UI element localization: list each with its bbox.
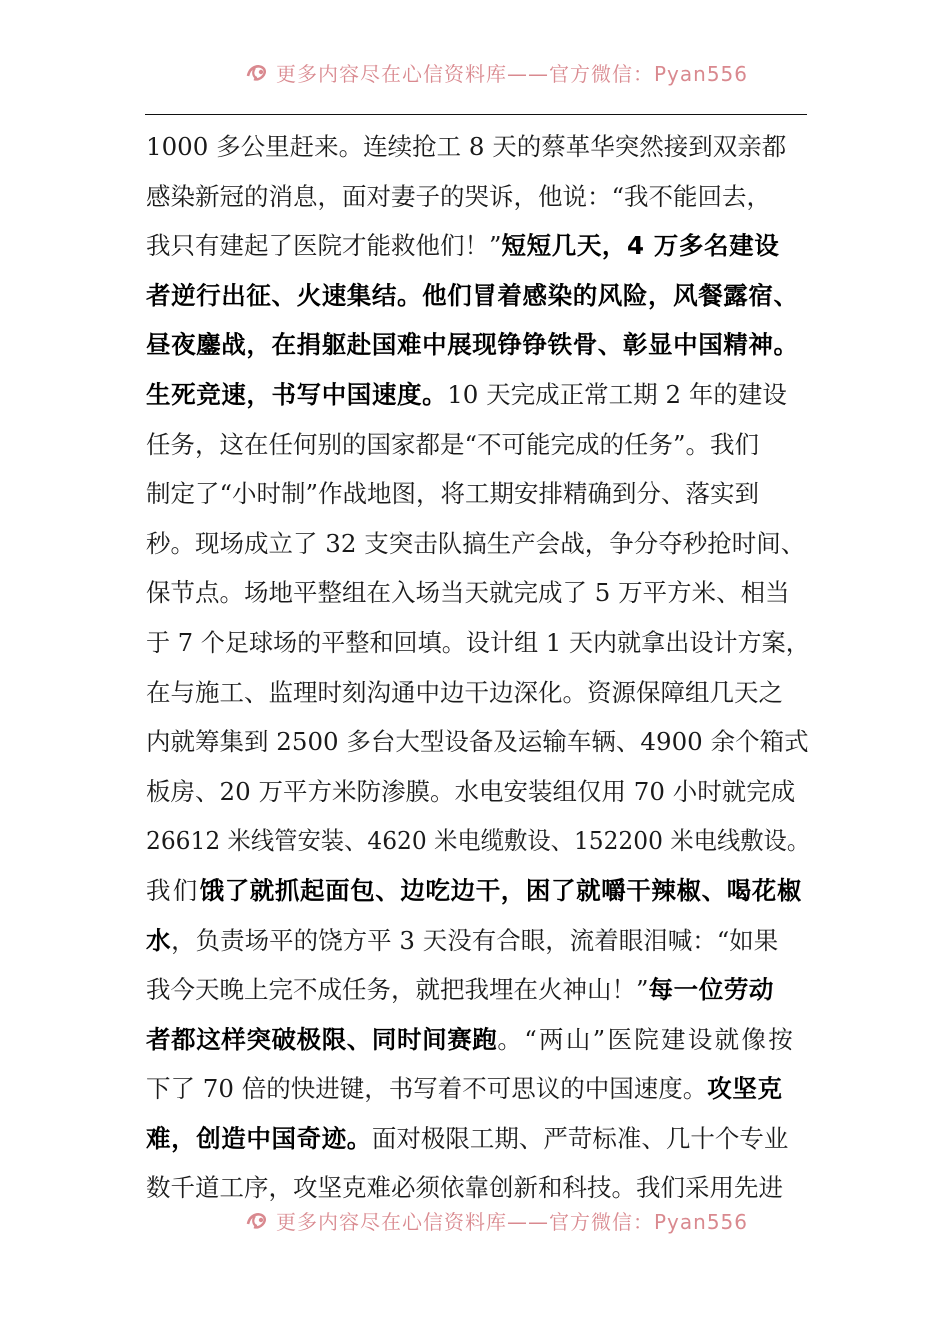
- text-line: [146, 271, 810, 321]
- text-run: 板房、20 万平方米防渗膜。水电安装组仅用 70 小时就完成: [146, 776, 796, 806]
- text-run: 我只有建起了医院才能救他们！”: [146, 231, 502, 261]
- text-line: [146, 469, 810, 519]
- text-line: [146, 420, 810, 470]
- bold-text-run: 难，创造中国奇迹。: [146, 1123, 372, 1153]
- text-run: 10 天完成正常工期 2 年的建设: [447, 379, 787, 409]
- text-run: 于 7 个足球场的平整和回填。设计组 1 天内就拿出设计方案，: [146, 627, 810, 657]
- text-line: [146, 668, 810, 718]
- text-line: [146, 618, 810, 668]
- text-line: [146, 965, 810, 1015]
- bold-text-run: 短短几天，4 万多名建设: [501, 231, 780, 261]
- text-run: 秒。现场成立了 32 支突击队搞生产会战，争分夺秒抢时间、: [146, 528, 806, 558]
- text-line: [146, 568, 810, 618]
- text-run: 内就筹集到 2500 多台大型设备及运输车辆、4900 余个箱式: [146, 727, 809, 757]
- bold-text-run: 者都这样突破极限、同时间赛跑: [146, 1024, 498, 1054]
- text-run: 。“两山”医院建设就像按: [497, 1024, 796, 1054]
- header-divider: [145, 114, 807, 115]
- header-watermark: [0, 54, 950, 88]
- bold-text-run: 者逆行出征、火速集结。他们冒着感染的风险，风餐露宿、: [146, 280, 799, 310]
- brand-logo-icon: [244, 60, 270, 86]
- text-run: 数千道工序，攻坚克难必须依靠创新和科技。我们采用先进: [146, 1173, 783, 1203]
- text-run: 制定了“小时制”作战地图，将工期安排精确到分、落实到: [146, 479, 760, 509]
- text-line: [146, 172, 810, 222]
- text-line: [146, 816, 811, 866]
- text-run: 我今天晚上完不成任务，就把我埋在火神山！”: [146, 975, 649, 1005]
- text-line: [146, 866, 810, 916]
- text-line: [146, 1015, 810, 1065]
- text-line: [146, 1064, 810, 1114]
- text-line: [146, 916, 810, 966]
- bold-text-run: 饿了就抓起面包、边吃边干，困了就嚼干辣椒、喝花椒: [199, 875, 803, 905]
- text-run: 26612 米线管安装、4620 米电缆敷设、152200 米电线敷设。: [146, 826, 811, 856]
- watermark-text: 更多内容尽在心信资料库——官方微信：Pyan556: [276, 1210, 749, 1234]
- text-line: [146, 122, 810, 172]
- text-run: 1000 多公里赶来。连续抢工 8 天的蔡革华突然接到双亲都: [146, 132, 787, 161]
- bold-text-run: 攻坚克: [707, 1074, 783, 1104]
- text-line: [146, 767, 810, 817]
- bold-text-run: 每一位劳动: [648, 975, 775, 1005]
- text-run: 任务，这在任何别的国家都是“不可能完成的任务”。我们: [146, 429, 760, 459]
- text-run: 感染新冠的消息，面对妻子的哭诉，他说：“我不能回去，: [146, 181, 772, 211]
- text-line: [146, 370, 810, 420]
- text-line: [146, 717, 810, 767]
- text-run: 下了 70 倍的快进键，书写着不可思议的中国速度。: [146, 1074, 708, 1104]
- brand-logo-icon: [244, 1208, 270, 1234]
- footer-watermark: [0, 1206, 950, 1236]
- document-body: [146, 122, 810, 1213]
- text-run: 面对极限工期、严苛标准、几十个专业: [371, 1123, 789, 1153]
- bold-text-run: 水: [146, 925, 172, 955]
- text-line: [146, 320, 810, 370]
- text-line: [146, 519, 810, 569]
- text-line: [146, 221, 810, 271]
- bold-text-run: 生死竞速，书写中国速度。: [146, 379, 448, 409]
- text-run: ，负责场平的饶方平 3 天没有合眼，流着眼泪喊：“如果: [171, 925, 779, 955]
- text-line: [146, 1114, 810, 1164]
- text-run: 我们: [146, 875, 200, 905]
- watermark-text: 更多内容尽在心信资料库——官方微信：Pyan556: [276, 62, 749, 86]
- bold-text-run: 昼夜鏖战，在捐躯赴国难中展现铮铮铁骨、彰显中国精神。: [146, 330, 799, 360]
- text-run: 在与施工、监理时刻沟通中边干边深化。资源保障组几天之: [146, 677, 783, 707]
- text-run: 保节点。场地平整组在入场当天就完成了 5 万平方米、相当: [146, 578, 790, 608]
